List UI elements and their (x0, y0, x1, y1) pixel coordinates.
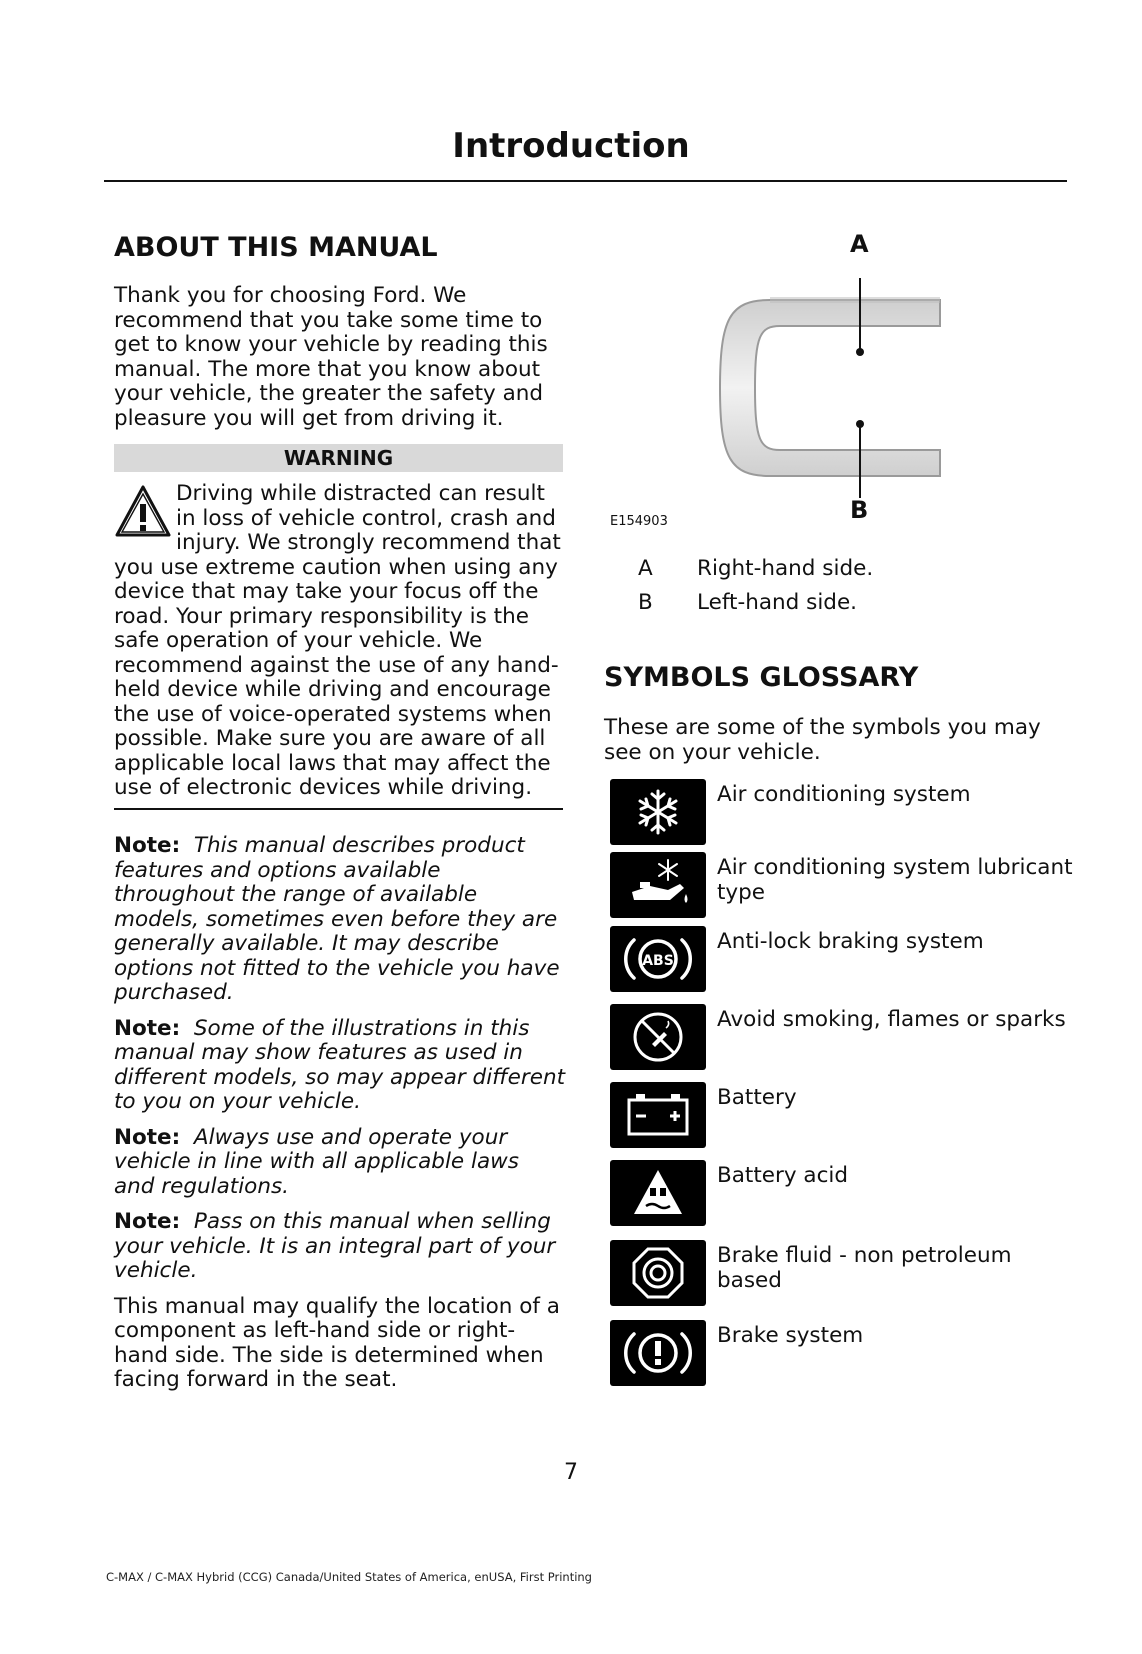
note-text: Always use and operate your vehicle in line with all applicable laws and regulations. (114, 1124, 519, 1199)
diagram-code: E154903 (610, 514, 668, 529)
note-item (114, 834, 566, 1006)
diagram-label-a: A (850, 230, 869, 258)
symbol-label: Avoid smoking, flames or sparks (717, 1007, 1066, 1032)
symbol-label: Brake fluid - non petroleum based (717, 1243, 1012, 1293)
symbol-row (610, 1004, 1070, 1070)
warning-banner: WARNING (114, 444, 563, 472)
ac-lubricant-icon (610, 852, 706, 918)
note-item (114, 1210, 566, 1284)
warning-end-rule (114, 808, 563, 810)
brake-fluid-icon (610, 1240, 706, 1306)
notes-list (114, 834, 566, 1393)
title-divider (104, 180, 1067, 182)
page-title: Introduction (452, 126, 690, 166)
brake-system-icon (610, 1320, 706, 1386)
battery-acid-icon (610, 1160, 706, 1226)
symbol-label: Air conditioning system lubricant type (717, 855, 1073, 905)
symbol-label: Battery acid (717, 1163, 849, 1188)
vehicle-side-diagram (610, 228, 970, 548)
note-label: Note: (114, 1015, 181, 1041)
battery-icon (610, 1082, 706, 1148)
snowflake-icon (610, 779, 706, 845)
legend-key: A (638, 556, 653, 581)
symbol-row (610, 1240, 1070, 1306)
symbol-row (610, 779, 1070, 845)
symbol-label: Brake system (717, 1323, 864, 1348)
about-intro: Thank you for choosing Ford. We recommend that you take some time to get to know your vehicle by reading this manual. The more that you know about your vehicle, the greater the safety and pleasure you will get from driving it. (114, 283, 548, 431)
warning-text: Driving while distracted can result in loss of vehicle control, crash and injury. We strongly recommend that you use extreme caution when using any device that may take your focus off the road. Your primary responsibility is the safe operation of your vehicle. We recommend against the use of any hand-held device while driving and encourage the use of voice-operated systems when possible. Make sure you are aware of all applicable local laws that may affect the use of electronic devices while driving. (114, 481, 561, 800)
diagram-label-b: B (850, 496, 869, 524)
legend-text: Left-hand side. (697, 590, 858, 615)
legend-text: Right-hand side. (697, 556, 874, 581)
abs-text: ABS (642, 953, 674, 969)
page-number: 7 (564, 1460, 578, 1485)
no-smoking-icon (610, 1004, 706, 1070)
about-closing: This manual may qualify the location of a component as left-hand side or right-hand side. The side is determined when facing forward in the seat. (114, 1293, 560, 1392)
abs-icon (610, 926, 706, 992)
note-item (114, 1017, 566, 1115)
legend-key: B (638, 590, 653, 615)
glossary-intro: These are some of the symbols you may see on your vehicle. (604, 715, 1041, 765)
symbol-label: Anti-lock braking system (717, 929, 984, 954)
note-label: Note: (114, 833, 181, 858)
note-text: Pass on this manual when selling your vehicle. It is an integral part of your vehicle. (114, 1209, 556, 1283)
symbol-row (610, 926, 1070, 992)
about-heading: ABOUT THIS MANUAL (114, 232, 438, 263)
note-text: This manual describes product features and options available throughout the range of available models, sometimes even before they are generally available. It may describe options not fitted to the vehicle you have purchased. (114, 833, 560, 1005)
symbol-label: Air conditioning system (717, 782, 971, 807)
glossary-heading: SYMBOLS GLOSSARY (604, 662, 919, 693)
warning-triangle-icon (114, 484, 172, 540)
note-label: Note: (114, 1124, 181, 1150)
symbol-label: Battery (717, 1085, 797, 1110)
symbol-row (610, 1320, 1070, 1386)
symbol-row (610, 852, 1073, 918)
page-footer: C-MAX / C-MAX Hybrid (CCG) Canada/United States of America, enUSA, First Printing (106, 1570, 592, 1584)
warning-block (114, 482, 566, 801)
note-text: Some of the illustrations in this manual may show features as used in different models, so may appear different to you on your vehicle. (114, 1015, 566, 1114)
note-item (114, 1126, 566, 1200)
symbol-row (610, 1160, 1070, 1226)
symbol-row (610, 1082, 1070, 1148)
note-label: Note: (114, 1209, 181, 1234)
